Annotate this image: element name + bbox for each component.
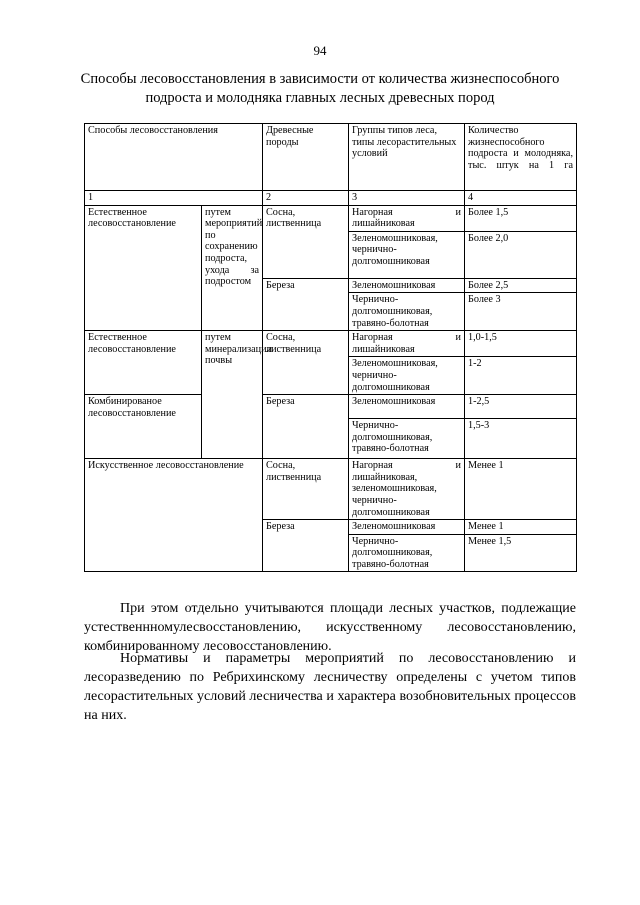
method-cell: Естественное лесовосстановление xyxy=(85,205,202,331)
quantity-cell: 1-2,5 xyxy=(465,395,577,419)
col-number: 2 xyxy=(263,191,349,206)
forest-type-cell: Зеленомошниковая xyxy=(349,278,465,293)
paragraph: Нормативы и параметры мероприятий по лесовосстановлению и лесоразведению по Ребрихинскому лесничеству определены с учетом типов лесорастительных условий лесничества и характера возобновительных процессов на них. xyxy=(84,651,576,723)
quantity-cell: Более 2,0 xyxy=(465,231,577,278)
forest-type-cell: Нагорная и лишайниковая xyxy=(349,331,465,357)
forest-type-cell: Зеленомошниковая xyxy=(349,395,465,419)
col-number: 1 xyxy=(85,191,263,206)
forest-type-cell: Нагорная и лишайниковая xyxy=(349,205,465,231)
header-methods: Способы лесовосстановления xyxy=(85,124,263,191)
reforestation-table xyxy=(84,123,577,572)
forest-type-cell: Чернично-долгомошниковая, травяно-болотная xyxy=(349,419,465,459)
forest-type-cell: Чернично-долгомошниковая, травяно-болотная xyxy=(349,534,465,572)
paragraph: При этом отдельно учитываются площади лесных участков, подлежащие устественнномулесвосстановлению, искусственному лесовосстановлению, комбинированному лесовосстановлению. xyxy=(84,601,576,654)
species-cell: Сосна, лиственница xyxy=(263,331,349,395)
species-cell: Береза xyxy=(263,278,349,330)
species-cell: Береза xyxy=(263,395,349,459)
forest-type-cell: Зеленомошниковая xyxy=(349,520,465,535)
method-cell: Комбинированое лесовосстановление xyxy=(85,395,202,459)
species-cell: Сосна, лиственница xyxy=(263,459,349,520)
header-species: Древесные породы xyxy=(263,124,349,191)
method-cell: Естественное лесовосстановление xyxy=(85,331,202,395)
column-number-row xyxy=(85,191,577,206)
table-row xyxy=(85,205,577,231)
quantity-cell: Более 2,5 xyxy=(465,278,577,293)
col-number: 3 xyxy=(349,191,465,206)
table-row xyxy=(85,459,577,520)
method-cell: Искусственное лесовосстановление xyxy=(85,459,263,572)
forest-type-cell: Зеленомошниковая, чернично-долгомошниковая xyxy=(349,231,465,278)
quantity-cell: Более 3 xyxy=(465,293,577,331)
quantity-cell: Более 1,5 xyxy=(465,205,577,231)
title-line-1: Способы лесовосстановления в зависимости от количества жизнеспособного xyxy=(80,71,560,87)
quantity-cell: 1,0-1,5 xyxy=(465,331,577,357)
quantity-cell: Менее 1 xyxy=(465,520,577,535)
forest-type-cell: Зеленомошниковая, чернично-долгомошниковая xyxy=(349,357,465,395)
table-header-row xyxy=(85,124,577,191)
table-row xyxy=(85,395,577,419)
page-title xyxy=(60,70,580,108)
table-row xyxy=(85,331,577,357)
method-sub-cell: путем минерализации почвы xyxy=(202,331,263,459)
quantity-cell: 1-2 xyxy=(465,357,577,395)
page-number: 94 xyxy=(313,43,327,58)
quantity-cell: Менее 1 xyxy=(465,459,577,520)
quantity-cell: Менее 1,5 xyxy=(465,534,577,572)
title-line-2: подроста и молодняка главных лесных древесных пород xyxy=(145,90,495,106)
col-number: 4 xyxy=(465,191,577,206)
species-cell: Сосна, лиственница xyxy=(263,205,349,278)
species-cell: Береза xyxy=(263,520,349,572)
forest-type-cell: Чернично-долгомошниковая, травяно-болотная xyxy=(349,293,465,331)
header-quantity: Количество жизнеспособного подроста и молодняка, тыс. штук на 1 га xyxy=(465,124,577,191)
forest-type-cell: Нагорная и лишайниковая, зеленомошниковая, чернично-долгомошниковая xyxy=(349,459,465,520)
method-sub-cell: путем мероприятий по сохранению подроста, ухода за подростом xyxy=(202,205,263,331)
header-forest-types: Группы типов леса, типы лесорастительных условий xyxy=(349,124,465,191)
quantity-cell: 1,5-3 xyxy=(465,419,577,459)
